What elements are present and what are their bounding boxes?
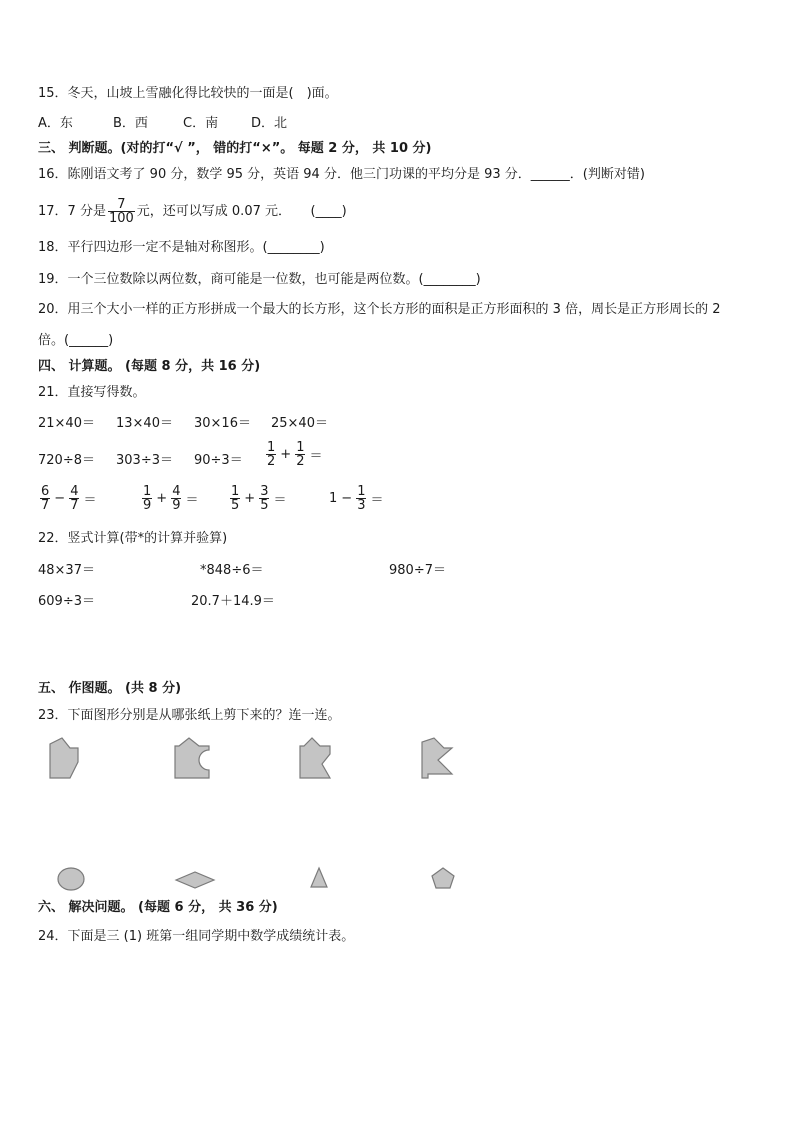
q21-title: 21．直接写得数。 xyxy=(38,385,146,400)
q22-r1c3: 980÷7＝ xyxy=(389,563,446,578)
q21-r3c3 xyxy=(228,485,288,512)
q21-r1c1: 21×40＝ xyxy=(38,416,95,431)
q21-r3c1 xyxy=(38,485,98,512)
q15-text: 15．冬天，山坡上雪融化得比较快的一面是( )面。 xyxy=(38,86,338,101)
frac-den: 3 xyxy=(357,498,366,513)
q21-r3c2 xyxy=(140,485,200,512)
section5-heading: 五、 作图题。 (共 8 分) xyxy=(38,681,182,696)
q17-suffix: 元，还可以写成 0.07 元． (____) xyxy=(136,204,347,219)
frac-den: 7 xyxy=(41,498,50,513)
q18-text: 18．平行四边形一定不是轴对称图形。(________) xyxy=(38,240,325,255)
fraction xyxy=(40,485,50,512)
frac-num: 1 xyxy=(357,484,366,499)
q22-title: 22．竖式计算(带*的计算并验算) xyxy=(38,531,228,546)
q22-r2c2: 20.7＋14.9＝ xyxy=(191,594,275,609)
section6-heading: 六、 解决问题。 (每题 6 分， 共 36 分) xyxy=(38,900,278,915)
cut-paper-shape-1 xyxy=(48,736,84,780)
fraction xyxy=(295,441,305,468)
frac-num: 6 xyxy=(41,484,50,499)
cut-paper-shape-4 xyxy=(420,734,456,780)
q21-r1c3: 30×16＝ xyxy=(194,416,251,431)
circle-shape xyxy=(56,866,86,892)
q17-frac-den: 100 xyxy=(108,211,134,226)
triangle-shape xyxy=(309,866,329,890)
frac-num: 1 xyxy=(267,440,276,455)
q17-prefix: 17．7 分是 xyxy=(38,204,106,219)
fraction xyxy=(171,485,181,512)
q21-r2c4 xyxy=(264,441,324,468)
frac-den: 5 xyxy=(260,498,269,513)
q17-frac-num: 7 xyxy=(117,197,126,212)
q15-option-c: C．南 xyxy=(183,116,219,131)
section4-heading: 四、 计算题。 (每题 8 分，共 16 分) xyxy=(38,359,261,374)
operator: − xyxy=(54,491,66,506)
q17-fraction xyxy=(108,198,135,225)
q23-text: 23．下面图形分别是从哪张纸上剪下来的？连一连。 xyxy=(38,708,341,723)
q21-r2c2: 303÷3＝ xyxy=(116,453,173,468)
q22-r1c1: 48×37＝ xyxy=(38,563,95,578)
fraction xyxy=(266,441,276,468)
q15-option-b: B．西 xyxy=(113,116,148,131)
q21-r3c4 xyxy=(327,485,385,512)
rhombus-shape xyxy=(174,870,216,890)
whole-number: 1 xyxy=(329,491,338,506)
operator: + xyxy=(280,447,292,462)
equals: ＝ xyxy=(273,493,287,508)
frac-num: 1 xyxy=(231,484,240,499)
equals: ＝ xyxy=(370,493,384,508)
q24-text: 24．下面是三 (1) 班第一组同学期中数学成绩统计表。 xyxy=(38,929,355,944)
frac-den: 5 xyxy=(231,498,240,513)
q21-r1c2: 13×40＝ xyxy=(116,416,173,431)
q16-text: 16．陈刚语文考了 90 分，数学 95 分，英语 94 分．他三门功课的平均分是 93 分．______．(判断对错) xyxy=(38,167,645,182)
frac-num: 4 xyxy=(172,484,181,499)
frac-num: 4 xyxy=(70,484,79,499)
q22-r1c2: *848÷6＝ xyxy=(200,563,264,578)
frac-num: 1 xyxy=(296,440,305,455)
q17-text xyxy=(38,198,347,226)
frac-den: 7 xyxy=(70,498,79,513)
q21-r2c1: 720÷8＝ xyxy=(38,453,95,468)
q15-option-d: D．北 xyxy=(251,116,288,131)
q21-r1c4: 25×40＝ xyxy=(271,416,328,431)
fraction xyxy=(356,485,366,512)
q22-r2c1: 609÷3＝ xyxy=(38,594,95,609)
fraction xyxy=(142,485,152,512)
cut-paper-shape-2 xyxy=(173,736,213,780)
pentagon-shape xyxy=(430,866,456,890)
q20-line1: 20．用三个大小一样的正方形拼成一个最大的长方形，这个长方形的面积是正方形面积的 3 倍，周长是正方形周长的 2 xyxy=(38,302,721,317)
frac-den: 9 xyxy=(172,498,181,513)
cut-paper-shape-3 xyxy=(298,736,334,780)
operator: + xyxy=(156,491,168,506)
operator: + xyxy=(244,491,256,506)
q15-option-a: A．东 xyxy=(38,116,73,131)
frac-num: 1 xyxy=(143,484,152,499)
fraction xyxy=(69,485,79,512)
frac-den: 2 xyxy=(267,454,276,469)
fraction xyxy=(230,485,240,512)
q20-line2: 倍。(______) xyxy=(38,333,114,348)
frac-num: 3 xyxy=(260,484,269,499)
frac-den: 9 xyxy=(143,498,152,513)
q21-r2c3: 90÷3＝ xyxy=(194,453,243,468)
frac-den: 2 xyxy=(296,454,305,469)
equals: ＝ xyxy=(185,493,199,508)
operator: − xyxy=(341,491,353,506)
section3-heading: 三、 判断题。(对的打“√ ”， 错的打“×”。 每题 2 分， 共 10 分) xyxy=(38,141,432,156)
fraction xyxy=(259,485,269,512)
equals: ＝ xyxy=(309,449,323,464)
equals: ＝ xyxy=(83,493,97,508)
q19-text: 19．一个三位数除以两位数，商可能是一位数，也可能是两位数。(________) xyxy=(38,272,481,287)
